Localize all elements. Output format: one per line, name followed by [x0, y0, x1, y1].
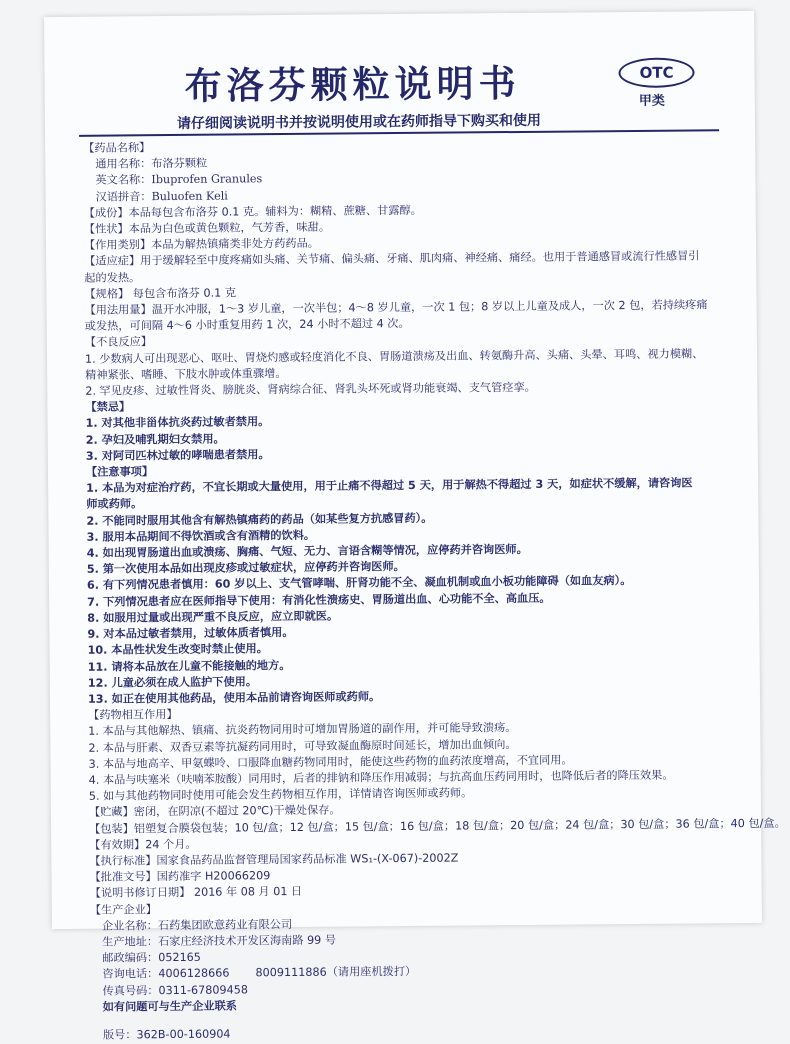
interaction-item: 3. 本品与地高辛、甲氨蝶呤、口服降血糖药物同用时，能使这些药物的血药浓度增高，不宜同用。 — [88, 753, 573, 771]
section-label-manufacturer: 【生产企业】 — [89, 902, 158, 917]
category: 【作用类别】本品为解热镇痛类非处方药药品。 — [83, 236, 320, 252]
precaution-item: 4. 如出现胃肠道出血或溃疡、胸痛、气短、无力、言语含糊等情况，应停药并咨询医师。 — [86, 542, 528, 560]
approval-number: 【批准文号】国药准字 H20066209 — [89, 869, 271, 884]
otc-badge: OTC — [618, 57, 694, 88]
standard: 【执行标准】国家食品药品监督管理局国家药品标准 WS₁-(X-067)-2002Z — [89, 851, 459, 868]
precaution-item: 10. 本品性状发生改变时禁止使用。 — [87, 642, 268, 658]
precaution-item: 2. 不能同时服用其他含有解热镇痛药的药品（如某些复方抗感冒药）。 — [86, 511, 433, 528]
interaction-item: 2. 本品与肝素、双香豆素等抗凝药同用时，可导致凝血酶原时间延长，增加出血倾向。 — [88, 737, 517, 755]
manufacturer-phone-2: 8009111886（请用座机拨打） — [255, 965, 417, 980]
precaution-item-1b: 师或药师。 — [86, 497, 143, 512]
english-name: 英文名称：Ibuprofen Granules — [95, 172, 263, 188]
indication-line-1: 【适应症】用于缓解轻至中度疼痛如头痛、关节痛、偏头痛、牙痛、肌肉痛、神经痛、痛经。也用于普通感冒或流行性感冒引 — [84, 249, 700, 269]
character: 【性状】本品为白色或黄色颗粒，气芳香，味甜。 — [83, 220, 331, 236]
precaution-item: 8. 如服用过量或出现严重不良反应，应立即就医。 — [87, 609, 339, 625]
manufacturer-fax: 传真号码：0311-67809458 — [102, 982, 248, 998]
precaution-item: 12. 儿童必须在成人监护下使用。 — [87, 674, 258, 690]
interaction-item: 5. 如与其他药物同时使用可能会发生药物相互作用，详情请咨询医师或药师。 — [88, 786, 473, 803]
contraindication-item: 1. 对其他非甾体抗炎药过敏者禁用。 — [85, 415, 270, 431]
document-title: 布洛芬颗粒说明书 — [184, 61, 521, 108]
section-label-name: 【药品名称】 — [83, 141, 151, 155]
composition: 【成份】本品每包含布洛芬 0.1 克。辅料为：糊精、蔗糖、甘露醇。 — [83, 203, 422, 220]
generic-name: 通用名称：布洛芬颗粒 — [95, 156, 208, 171]
precaution-item: 6. 有下列情况患者慎用：60 岁以上、支气管哮喘、肝肾功能不全、凝血机制或血小板功能障碍（如血友病）。 — [86, 574, 632, 593]
section-label-contraindications: 【禁忌】 — [85, 400, 131, 415]
precaution-item-1a: 1. 本品为对症治疗药，不宜长期或大量使用，用于止痛不得超过 5 天，用于解热不得超过 3 天，如症状不缓解，请咨询医 — [86, 476, 693, 496]
manufacturer-postcode: 邮政编码：052165 — [102, 950, 201, 965]
precaution-item: 3. 服用本品期间不得饮酒或含有酒精的饮料。 — [86, 528, 316, 544]
document-subtitle: 请仔细阅读说明书并按说明使用或在药师指导下购买和使用 — [176, 112, 542, 132]
leaflet-body — [83, 135, 786, 1044]
interaction-item: 1. 本品与其他解热、镇痛、抗炎药物同用时可增加胃肠道的副作用，并可能导致溃疡。 — [88, 721, 517, 739]
package: 【包装】铝塑复合膜袋包装；10 包/盒；12 包/盒；15 包/盒；16 包/盒；18 包/盒；20 包/盒；24 包/盒；30 包/盒；36 包/盒；40 包/盒。 — [89, 816, 786, 836]
contraindication-item: 3. 对阿司匹林过敏的哮喘患者禁用。 — [85, 448, 270, 463]
precaution-item: 9. 对本品过敏者禁用，过敏体质者慎用。 — [87, 626, 294, 641]
otc-class-label: 甲类 — [638, 93, 665, 109]
section-label-precautions: 【注意事项】 — [85, 465, 154, 479]
revision-date: 【说明书修订日期】 2016 年 08 月 01 日 — [89, 885, 303, 901]
precaution-item: 7. 下列情况患者应在医师指导下使用：有消化性溃疡史、胃肠道出血、心功能不全、高血压。 — [87, 591, 551, 609]
adverse-line-3: 2. 罕见皮疹、过敏性肾炎、膀胱炎、肾病综合征、肾乳头坏死或肾功能衰竭、支气管痉挛。 — [85, 380, 536, 398]
usage-line-1: 【用法用量】温开水冲服，1～3 岁儿童，一次半包；4～8 岁儿童，一次 1 包；8 岁以上儿童及成人，一次 2 包，若持续疼痛 — [84, 298, 708, 317]
precaution-item: 13. 如正在使用其他药品，使用本品前请咨询医师或药师。 — [87, 690, 381, 706]
precaution-item: 11. 请将本品放在儿童不能接触的地方。 — [87, 658, 291, 674]
indication-line-2: 起的发热。 — [84, 270, 141, 285]
validity: 【有效期】24 个月。 — [89, 837, 197, 852]
usage-line-2: 或发热，可间隔 4～6 小时重复用药 1 次，24 小时不超过 4 次。 — [84, 317, 410, 334]
interaction-item: 4. 本品与呋塞米（呋喃苯胺酸）同用时，后者的排钠和降压作用减弱；与抗高血压药同用时，也降低后者的降压效果。 — [88, 768, 674, 787]
storage: 【贮藏】密闭，在阴凉(不超过 20℃)干燥处保存。 — [88, 803, 341, 820]
specification: 【规格】 每包含布洛芬 0.1 克 — [84, 286, 237, 301]
section-label-interactions: 【药物相互作用】 — [88, 708, 178, 722]
manufacturer-contact-note: 如有问题可与生产企业联系 — [102, 999, 237, 1014]
instruction-leaflet — [44, 11, 786, 1042]
pinyin-name: 汉语拼音：Buluofen Keli — [95, 189, 228, 204]
manufacturer-name: 企业名称：石药集团欧意药业有限公司 — [101, 917, 293, 933]
version-number: 版号：362B-00-160904 — [102, 1027, 231, 1042]
adverse-line-1: 1. 少数病人可出现恶心、呕吐、胃烧灼感或轻度消化不良、胃肠道溃疡及出血、转氨酶升高、头痛、头晕、耳鸣、视力模糊、 — [84, 347, 704, 366]
adverse-line-2: 精神紧张、嗜睡、下肢水肿或体重骤增。 — [85, 366, 287, 382]
manufacturer-phone: 咨询电话：4006128666 — [102, 966, 230, 982]
section-label-adverse: 【不良反应】 — [84, 335, 153, 350]
precaution-item: 5. 第一次使用本品如出现皮疹或过敏症状，应停药并咨询医师。 — [86, 560, 405, 577]
contraindication-item: 2. 孕妇及哺乳期妇女禁用。 — [85, 432, 225, 447]
manufacturer-address: 生产地址：石家庄经济技术开发区海南路 99 号 — [102, 933, 337, 949]
